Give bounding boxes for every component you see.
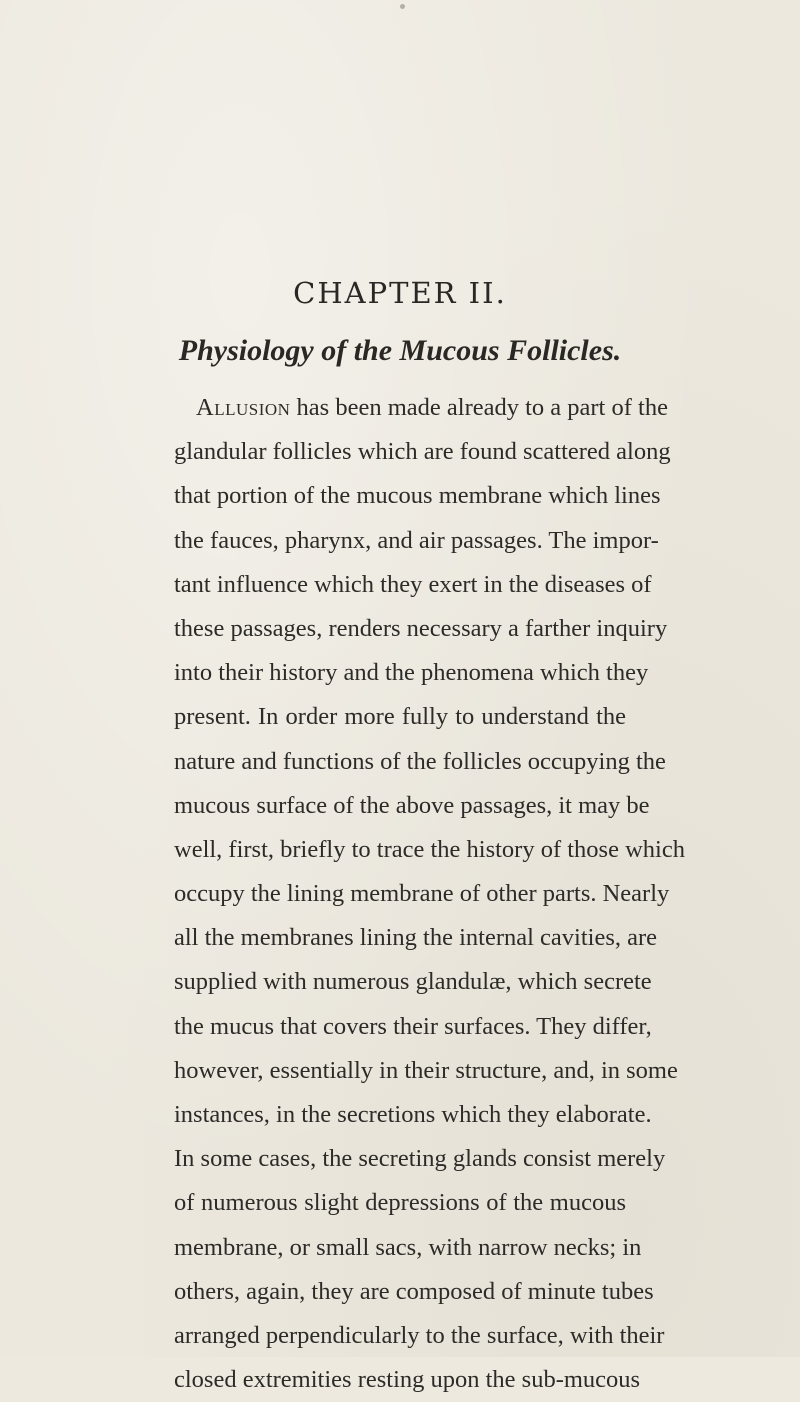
paper-speck (400, 4, 405, 9)
text-line: others, again, they are composed of minute tubes (174, 1277, 654, 1305)
text-line: these passages, renders necessary a farther inquiry (174, 614, 668, 642)
text-line: well, first, briefly to trace the history of those which (174, 835, 685, 863)
opening-word: Allusion (196, 394, 291, 421)
text-line: that portion of the mucous membrane which lines (174, 482, 661, 510)
text-line: membrane, or small sacs, with narrow necks; in (174, 1233, 642, 1261)
chapter-title: CHAPTER II. (293, 276, 507, 310)
body-text (174, 386, 685, 1402)
text-line: arranged perpendicularly to the surface, with their (174, 1321, 665, 1349)
text-line: occupy the lining membrane of other parts. Nearly (174, 880, 670, 908)
text-line-rest: has been made already to a part of the (290, 394, 668, 421)
text-line: instances, in the secretions which they elaborate. (174, 1101, 652, 1128)
text-line: however, essentially in their structure, and, in some (174, 1056, 678, 1084)
text-line: all the membranes lining the internal cavities, are (174, 924, 658, 952)
text-line: nature and functions of the follicles occupying the (174, 747, 666, 775)
chapter-subtitle: Physiology of the Mucous Follicles. (178, 334, 622, 367)
text-line: into their history and the phenomena which they (174, 659, 649, 687)
text-line: of numerous slight depressions of the mucous (174, 1189, 626, 1217)
text-line: the fauces, pharynx, and air passages. The impor- (174, 526, 659, 554)
text-line: In some cases, the secreting glands consist merely (174, 1145, 666, 1173)
text-line: tant influence which they exert in the diseases of (174, 570, 652, 598)
text-line: present. In order more fully to understand the (174, 703, 626, 731)
text-line: supplied with numerous glandulæ, which secrete (174, 968, 652, 996)
text-line (174, 386, 668, 430)
text-line: glandular follicles which are found scattered along (174, 438, 671, 466)
text-line: the mucus that covers their surfaces. They differ, (174, 1012, 652, 1040)
text-line: mucous surface of the above passages, it may be (174, 791, 650, 819)
text-line: closed extremities resting upon the sub-mucous (174, 1366, 641, 1394)
